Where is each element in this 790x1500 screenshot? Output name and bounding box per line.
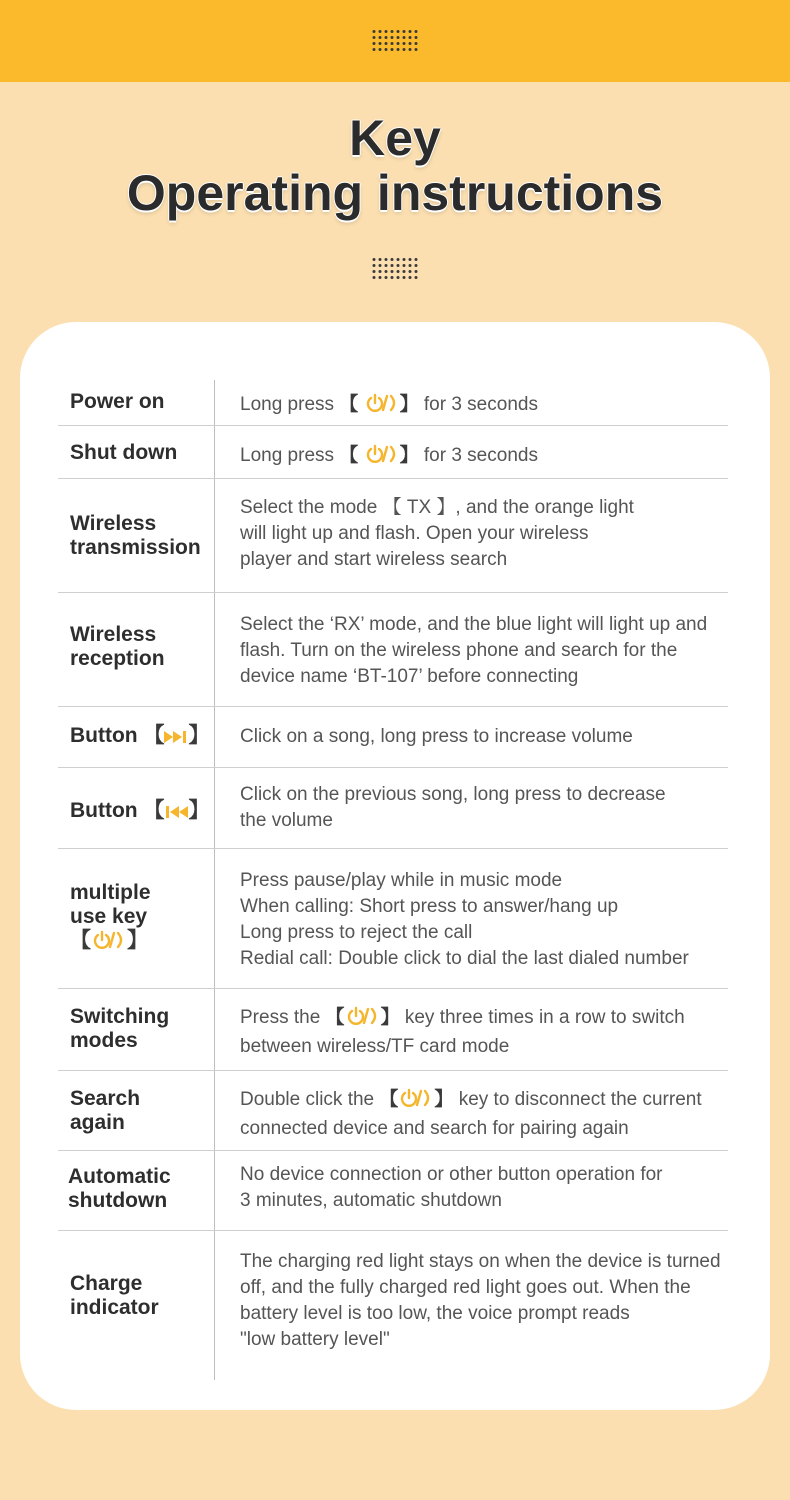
dot	[385, 42, 388, 45]
dots-pattern-icon	[373, 30, 418, 51]
power-phone-icon	[364, 393, 400, 421]
power-phone-icon	[345, 1006, 381, 1034]
dot	[391, 36, 394, 39]
dot	[409, 30, 412, 33]
dot	[409, 264, 412, 267]
row-label: Automatic shutdown	[68, 1165, 171, 1212]
dot	[397, 258, 400, 261]
dot	[373, 258, 376, 261]
dot	[373, 270, 376, 273]
dot	[391, 48, 394, 51]
table-row	[58, 1150, 728, 1231]
dot	[403, 264, 406, 267]
row-description: Select the mode 【 TX 】, and the orange light will light up and flash. Open your wireless player and start wireless search	[240, 497, 634, 570]
row-description: No device connection or other button operation for 3 minutes, automatic shutdown	[240, 1164, 663, 1211]
row-label: Wireless transmission	[70, 512, 201, 559]
dot	[391, 264, 394, 267]
dot	[415, 30, 418, 33]
row-description: Long press 【 】 for 3 seconds	[240, 443, 538, 472]
dot	[409, 42, 412, 45]
table-row	[58, 478, 728, 593]
dots-pattern-icon	[373, 258, 418, 279]
dot	[409, 258, 412, 261]
page-title-line1: Key	[349, 110, 441, 166]
dot	[409, 36, 412, 39]
dot	[391, 258, 394, 261]
dot	[373, 264, 376, 267]
dot	[391, 270, 394, 273]
dot	[403, 42, 406, 45]
table-row	[58, 425, 728, 479]
table-row	[58, 988, 728, 1071]
dot	[379, 48, 382, 51]
row-description: Double click the 【 】 key to disconnect the current connected device and search for pairing again	[240, 1089, 702, 1139]
dot	[397, 30, 400, 33]
row-description: Click on a song, long press to increase volume	[240, 726, 633, 747]
dot	[403, 36, 406, 39]
dot	[391, 30, 394, 33]
row-label: Shut down	[70, 441, 178, 464]
page-title-line2: Operating instructions	[126, 165, 664, 221]
table-row	[58, 848, 728, 989]
dot	[403, 258, 406, 261]
power-phone-icon	[91, 930, 127, 956]
dot	[379, 258, 382, 261]
dot	[385, 264, 388, 267]
row-label: Button 【 】	[70, 799, 209, 826]
dot	[397, 270, 400, 273]
dot	[415, 42, 418, 45]
dot	[379, 270, 382, 273]
row-label: Power on	[70, 390, 165, 413]
row-description: Press the 【 】 key three times in a row to switch between wireless/TF card mode	[240, 1007, 685, 1057]
next-track-icon	[164, 727, 188, 751]
dot	[379, 30, 382, 33]
dot	[403, 48, 406, 51]
dot	[385, 276, 388, 279]
row-description: Long press 【 】 for 3 seconds	[240, 392, 538, 421]
row-description: Press pause/play while in music mode When calling: Short press to answer/hang up Long press to reject the call Redial call: Double click to dial the last dialed number	[240, 870, 689, 969]
table-row	[58, 380, 728, 426]
dot	[415, 48, 418, 51]
dot	[397, 42, 400, 45]
dot	[373, 276, 376, 279]
dot	[385, 270, 388, 273]
table-row	[58, 1230, 728, 1380]
dot	[379, 42, 382, 45]
dot	[403, 270, 406, 273]
row-description: The charging red light stays on when the device is turned off, and the fully charged red light goes out. When the battery level is too low, the voice prompt reads "low battery level"	[240, 1251, 721, 1350]
dot	[373, 48, 376, 51]
dot	[415, 264, 418, 267]
dot	[415, 258, 418, 261]
dot	[373, 30, 376, 33]
row-label: Button 【 】	[70, 724, 209, 751]
row-label: Wireless reception	[70, 623, 165, 670]
dot	[379, 264, 382, 267]
row-label: Charge indicator	[70, 1272, 159, 1319]
dot	[403, 276, 406, 279]
row-label: Switching modes	[70, 1005, 170, 1052]
dot	[391, 276, 394, 279]
row-description: Click on the previous song, long press to decrease the volume	[240, 784, 666, 831]
dot	[397, 264, 400, 267]
table-row	[58, 767, 728, 849]
dot	[385, 48, 388, 51]
dot	[415, 270, 418, 273]
dot	[409, 48, 412, 51]
power-phone-icon	[398, 1088, 434, 1116]
dot	[397, 48, 400, 51]
table-row	[58, 1070, 728, 1151]
dot	[391, 42, 394, 45]
dot	[385, 36, 388, 39]
dot	[409, 270, 412, 273]
dot	[415, 36, 418, 39]
power-phone-icon	[364, 444, 400, 472]
table-row	[58, 592, 728, 707]
dot	[373, 36, 376, 39]
dot	[379, 276, 382, 279]
dot	[415, 276, 418, 279]
previous-track-icon	[164, 802, 188, 826]
dot	[397, 276, 400, 279]
row-description: Select the ‘RX’ mode, and the blue light will light up and flash. Turn on the wireless phone and search for the device name ‘BT-107’ before connecting	[240, 614, 708, 687]
dot	[379, 36, 382, 39]
dot	[385, 258, 388, 261]
table-row	[58, 706, 728, 768]
dot	[373, 42, 376, 45]
row-label: multiple use key 【 】	[70, 881, 151, 956]
dot	[403, 30, 406, 33]
dot	[409, 276, 412, 279]
dot	[397, 36, 400, 39]
row-label: Search again	[70, 1087, 141, 1134]
dot	[385, 30, 388, 33]
